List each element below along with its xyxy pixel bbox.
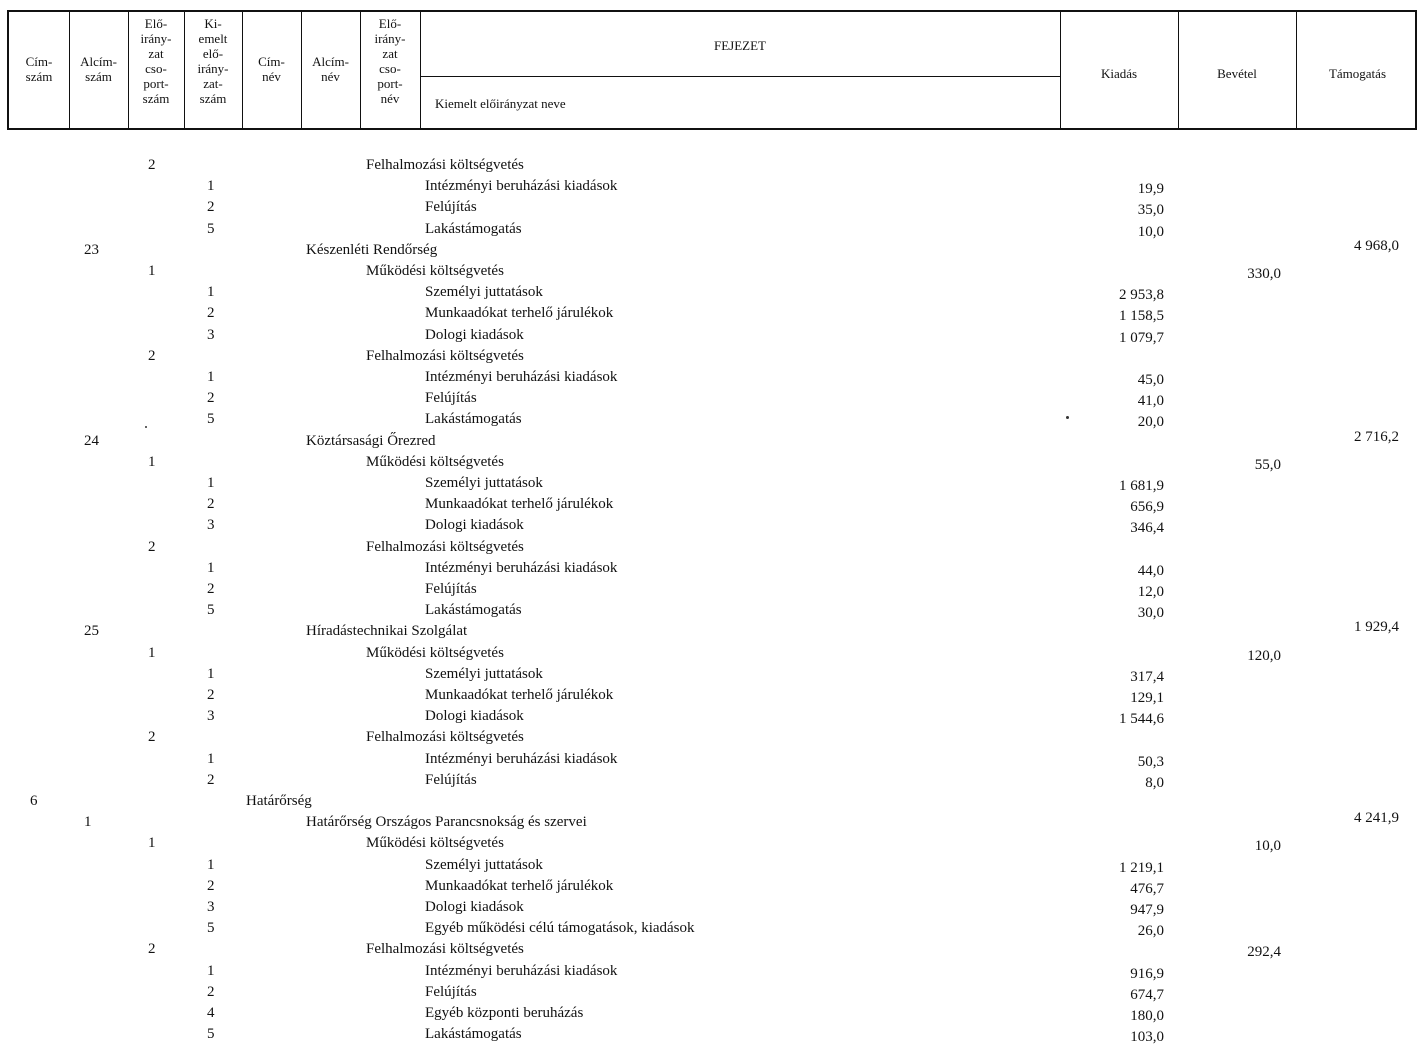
- row-kiadas-value: 41,0: [1137, 393, 1164, 410]
- row-code: 1: [207, 962, 215, 979]
- row-name: Intézményi beruházási kiadások: [425, 559, 618, 576]
- row-name: Munkaadókat terhelő járulékok: [425, 877, 614, 894]
- row-kiadas-value: 317,4: [1130, 668, 1164, 685]
- row-name: Egyéb központi beruházás: [425, 1005, 584, 1021]
- row-bevetel-value: 330,0: [1247, 266, 1281, 282]
- table-row: [0, 494, 1423, 515]
- table-row: [0, 876, 1423, 897]
- row-code: 3: [207, 326, 215, 343]
- row-bevetel-value: 10,0: [1254, 838, 1281, 855]
- row-kiadas-value: 103,0: [1130, 1029, 1164, 1046]
- row-name: Felhalmozási költségvetés: [366, 729, 524, 746]
- row-code: 6: [30, 793, 38, 809]
- row-name: Munkaadókat terhelő járulékok: [425, 687, 614, 703]
- row-name: Felhalmozási költségvetés: [366, 538, 524, 555]
- header-eloiranyzat-csoport-nev: Elő- irány- zat cso- port- név: [374, 16, 406, 106]
- row-kiadas-value: 2 953,8: [1119, 287, 1164, 304]
- row-code: 5: [207, 1026, 215, 1043]
- row-name: Lakástámogatás: [425, 602, 522, 619]
- row-code: 5: [207, 920, 215, 937]
- table-row: [0, 855, 1423, 876]
- row-kiadas-value: 19,9: [1137, 181, 1164, 198]
- row-name: Munkaadókat terhelő járulékok: [425, 305, 614, 322]
- table-row: [0, 939, 1423, 960]
- row-code: 1: [207, 559, 215, 576]
- row-name: Felhalmozási költségvetés: [366, 941, 524, 958]
- row-bevetel-value: 120,0: [1247, 647, 1281, 664]
- row-name: Lakástámogatás: [425, 1026, 522, 1043]
- row-name: Határőrség Országos Parancsnokság és szervei: [306, 814, 587, 831]
- row-name: Személyi juttatások: [425, 475, 543, 491]
- row-name: Működési költségvetés: [366, 835, 504, 852]
- row-code: 3: [207, 517, 215, 534]
- row-code: 1: [207, 369, 215, 385]
- table-row: [0, 982, 1423, 1003]
- row-code: 1: [148, 263, 156, 279]
- table-row: [0, 428, 1423, 452]
- table-row: [0, 303, 1423, 324]
- header-kiemelt-eloiranyzat-szam: Ki- emelt elő- irány- zat- szám: [197, 16, 229, 106]
- header-bevetel: Bevétel: [1217, 66, 1257, 81]
- row-kiadas-value: 12,0: [1137, 584, 1164, 600]
- table-row: [0, 770, 1423, 791]
- row-tamogatas-value: 1 929,4: [1354, 619, 1399, 636]
- row-code: 3: [207, 708, 215, 725]
- table-row: [0, 237, 1423, 261]
- row-name: Dologi kiadások: [425, 708, 524, 725]
- table-row: [0, 727, 1423, 748]
- header-cim-nev: Cím- név: [258, 54, 285, 84]
- row-name: Felújítás: [425, 581, 477, 597]
- row-kiadas-value: 26,0: [1137, 923, 1164, 940]
- row-kiadas-value: 346,4: [1130, 520, 1164, 537]
- header-divider: [420, 12, 421, 128]
- row-tamogatas-value: 2 716,2: [1354, 428, 1399, 445]
- table-row: [0, 176, 1423, 197]
- row-code: 2: [207, 687, 215, 703]
- row-kiadas-value: 10,0: [1137, 223, 1164, 240]
- row-name: Köztársasági Őrezred: [306, 432, 436, 449]
- table-row: [0, 579, 1423, 600]
- table-row: [0, 961, 1423, 982]
- scan-speck: [1066, 416, 1069, 419]
- row-code: 5: [207, 220, 215, 237]
- row-kiadas-value: 1 158,5: [1119, 308, 1164, 325]
- header-eloiranyzat-csoport-szam: Elő- irány- zat cso- port- szám: [140, 16, 172, 106]
- row-name: Felújítás: [425, 771, 477, 788]
- row-kiadas-value: 35,0: [1137, 202, 1164, 219]
- header-kiadas: Kiadás: [1100, 66, 1138, 81]
- row-name: Működési költségvetés: [366, 644, 504, 661]
- row-kiadas-value: 947,9: [1130, 902, 1164, 918]
- row-kiadas-value: 45,0: [1137, 372, 1164, 388]
- row-name: Személyi juttatások: [425, 856, 543, 873]
- header-alcim-nev: Alcím- név: [312, 54, 349, 84]
- row-code: 2: [207, 771, 215, 788]
- row-name: Működési költségvetés: [366, 263, 504, 279]
- row-code: 5: [207, 602, 215, 619]
- row-code: 1: [207, 178, 215, 195]
- row-name: Felhalmozási költségvetés: [366, 157, 524, 173]
- table-row: [0, 918, 1423, 939]
- table-row: [0, 1024, 1423, 1045]
- row-code: 2: [148, 941, 156, 958]
- table-row: [0, 897, 1423, 918]
- row-kiadas-value: 1 544,6: [1119, 711, 1164, 728]
- row-code: 2: [207, 305, 215, 322]
- row-name: Készenléti Rendőrség: [306, 241, 438, 258]
- row-code: 1: [207, 856, 215, 873]
- table-row: [0, 197, 1423, 218]
- header-split-line: [420, 76, 1060, 77]
- row-name: Intézményi beruházási kiadások: [425, 750, 618, 767]
- table-row: [0, 621, 1423, 642]
- row-name: Dologi kiadások: [425, 899, 524, 915]
- table-row: [0, 643, 1423, 664]
- header-tamogatas: Támogatás: [1328, 66, 1387, 81]
- row-kiadas-value: 50,3: [1137, 753, 1164, 770]
- row-kiadas-value: 916,9: [1130, 965, 1164, 982]
- row-code: 1: [148, 453, 156, 470]
- row-kiadas-value: 674,7: [1130, 986, 1164, 1003]
- header-alcim-szam: Alcím- szám: [80, 54, 117, 84]
- row-code: 3: [207, 899, 215, 915]
- table-row: [0, 1003, 1423, 1024]
- row-code: 2: [148, 347, 156, 364]
- row-name: Határőrség: [246, 793, 312, 809]
- row-code: 2: [207, 390, 215, 407]
- table-row: [0, 537, 1423, 558]
- row-kiadas-value: 1 219,1: [1119, 859, 1164, 876]
- row-name: Személyi juttatások: [425, 665, 543, 682]
- row-bevetel-value: 292,4: [1247, 944, 1281, 961]
- header-fejezet: FEJEZET: [714, 38, 766, 53]
- scan-speck: [145, 426, 147, 428]
- row-kiadas-value: 656,9: [1130, 499, 1164, 516]
- row-code: 2: [148, 157, 156, 173]
- row-bevetel-value: 55,0: [1254, 456, 1281, 473]
- row-kiadas-value: 20,0: [1137, 414, 1164, 431]
- row-code: 24: [84, 432, 99, 449]
- row-code: 2: [207, 199, 215, 216]
- table-row: [0, 473, 1423, 494]
- row-code: 2: [148, 729, 156, 746]
- row-kiadas-value: 1 079,7: [1119, 329, 1164, 346]
- table-row: [0, 685, 1423, 706]
- header-cim-szam: Cím- szám: [25, 54, 53, 84]
- row-kiadas-value: 44,0: [1137, 562, 1164, 579]
- row-code: 25: [84, 623, 99, 640]
- row-name: Felújítás: [425, 199, 477, 216]
- row-name: Felújítás: [425, 390, 477, 407]
- row-code: 1: [84, 814, 92, 831]
- row-tamogatas-value: 4 241,9: [1354, 810, 1399, 827]
- table-row: [0, 219, 1423, 240]
- row-code: 1: [207, 665, 215, 682]
- table-header: [7, 10, 1417, 130]
- row-name: Felhalmozási költségvetés: [366, 347, 524, 364]
- row-name: Munkaadókat terhelő járulékok: [425, 496, 614, 513]
- table-row: [0, 515, 1423, 536]
- row-tamogatas-value: 4 968,0: [1354, 237, 1399, 254]
- row-name: Dologi kiadások: [425, 326, 524, 343]
- row-code: 2: [148, 538, 156, 555]
- row-code: 2: [207, 581, 215, 597]
- row-name: Híradástechnikai Szolgálat: [306, 623, 468, 640]
- row-name: Lakástámogatás: [425, 220, 522, 237]
- row-code: 1: [207, 475, 215, 491]
- row-name: Dologi kiadások: [425, 517, 524, 534]
- row-name: Intézményi beruházási kiadások: [425, 962, 618, 979]
- table-row: [0, 600, 1423, 621]
- table-row: [0, 833, 1423, 854]
- row-code: 4: [207, 1005, 215, 1021]
- row-name: Felújítás: [425, 983, 477, 1000]
- table-row: [0, 812, 1423, 833]
- table-row: [0, 367, 1423, 388]
- row-name: Intézményi beruházási kiadások: [425, 178, 618, 195]
- row-code: 1: [148, 644, 156, 661]
- table-row: [0, 325, 1423, 346]
- row-kiadas-value: 1 681,9: [1119, 478, 1164, 494]
- table-row: [0, 409, 1423, 430]
- row-code: 1: [207, 284, 215, 301]
- table-row: [0, 346, 1423, 367]
- row-kiadas-value: 8,0: [1145, 774, 1164, 791]
- header-kiemelt-eloiranyzat-neve: Kiemelt előirányzat neve: [435, 96, 566, 111]
- row-code: 2: [207, 496, 215, 513]
- row-code: 1: [148, 835, 156, 852]
- row-name: Működési költségvetés: [366, 453, 504, 470]
- row-code: 1: [207, 750, 215, 767]
- table-row: [0, 558, 1423, 579]
- table-row: [0, 261, 1423, 282]
- table-row: [0, 452, 1423, 473]
- row-code: 23: [84, 241, 99, 258]
- row-name: Lakástámogatás: [425, 411, 522, 428]
- table-row: [0, 664, 1423, 685]
- row-kiadas-value: 180,0: [1130, 1008, 1164, 1024]
- table-row: [0, 155, 1423, 176]
- row-code: 2: [207, 983, 215, 1000]
- table-row: [0, 706, 1423, 727]
- row-name: Személyi juttatások: [425, 284, 543, 301]
- row-code: 5: [207, 411, 215, 428]
- row-kiadas-value: 30,0: [1137, 605, 1164, 622]
- row-code: 2: [207, 877, 215, 894]
- table-row: [0, 388, 1423, 409]
- table-row: [0, 282, 1423, 303]
- row-kiadas-value: 129,1: [1130, 690, 1164, 706]
- table-row: [0, 791, 1423, 812]
- row-kiadas-value: 476,7: [1130, 880, 1164, 897]
- row-name: Intézményi beruházási kiadások: [425, 369, 618, 385]
- table-row: [0, 749, 1423, 770]
- row-name: Egyéb működési célú támogatások, kiadások: [425, 920, 695, 937]
